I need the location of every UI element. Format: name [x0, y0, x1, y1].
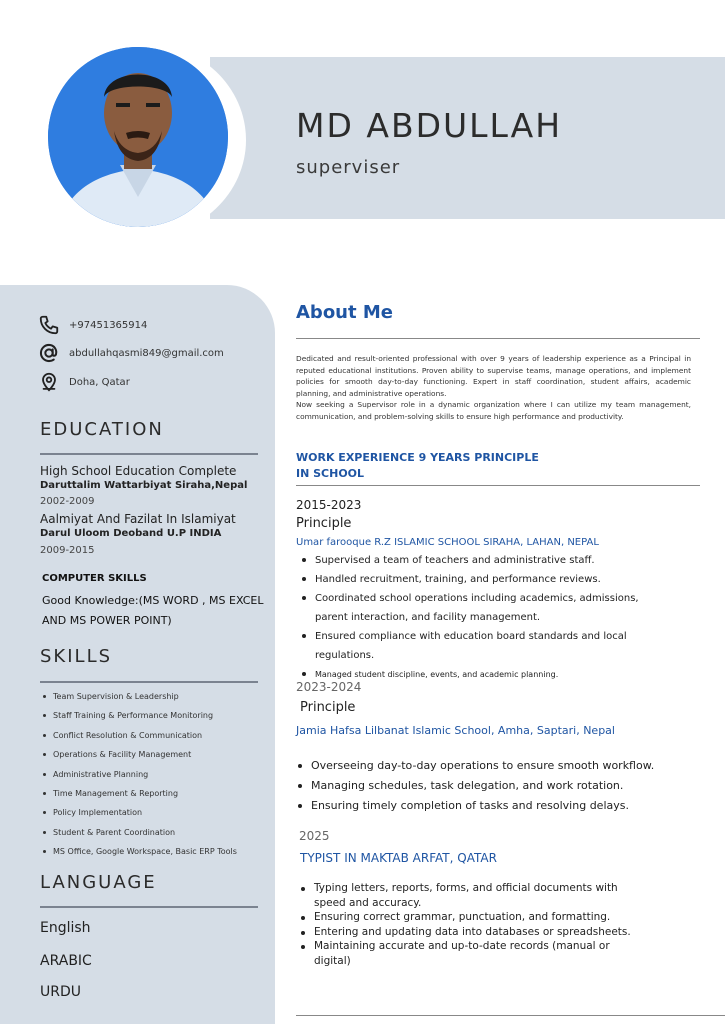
job-bullet: Ensuring timely completion of tasks and resolving delays. [292, 796, 702, 816]
location-pin-icon [38, 371, 60, 393]
about-heading: About Me [296, 302, 393, 323]
language-item: ARABIC [40, 953, 92, 969]
contact-phone [38, 314, 147, 336]
job-bullet: Ensuring correct grammar, punctuation, and formatting. [295, 910, 655, 925]
skill-item: Student & Parent Coordination [40, 828, 237, 847]
about-text [296, 353, 691, 423]
profile-photo [48, 47, 228, 227]
education-years: 2009-2015 [40, 545, 95, 556]
job-bullet: Maintaining accurate and up-to-date records (manual or digital) [295, 939, 640, 968]
education-heading: EDUCATION [40, 419, 164, 440]
skills-heading: SKILLS [40, 646, 113, 667]
skill-item: Policy Implementation [40, 808, 237, 827]
job-organization: Jamia Hafsa Lilbanat Islamic School, Amha, Saptari, Nepal [296, 724, 615, 737]
skills-list [40, 692, 237, 867]
job-bullet: Entering and updating data into databases or spreadsheets. [295, 925, 655, 940]
about-paragraph: Dedicated and result-oriented professional with over 9 years of leadership experience as a Principal in reputed educational institutions. Proven ability to supervise teams, manage operations, and implement policies for smooth day-to-day functioning. Expert in staff coordination, student affairs, academic planning, and administrative operations. [296, 354, 691, 398]
skill-item: Staff Training & Performance Monitoring [40, 711, 237, 730]
skills-divider [40, 681, 258, 683]
job-bullets [292, 756, 702, 816]
contact-location [38, 371, 130, 393]
skill-item: Time Management & Reporting [40, 789, 237, 808]
language-item: URDU [40, 984, 82, 1000]
computer-skills-heading: COMPUTER SKILLS [42, 573, 147, 584]
phone-text: +97451365914 [69, 319, 148, 331]
about-divider [296, 338, 700, 339]
job-role: Principle [296, 516, 352, 531]
about-paragraph: Now seeking a Supervisor role in a dynamic organization where I can utilize my team management, communication, and problem-solving skills to ensure high performance and productivity. [296, 400, 691, 421]
at-sign-icon [38, 342, 60, 364]
job-bullet: Ensured compliance with education board standards and local regulations. [296, 627, 666, 665]
skill-item: Team Supervision & Leadership [40, 692, 237, 711]
job-role: Principle [300, 700, 356, 715]
computer-skills-text: Good Knowledge:(MS WORD , MS EXCEL AND MS POWER POINT) [42, 594, 264, 627]
location-text: Doha, Qatar [69, 376, 130, 388]
job-bullet: Typing letters, reports, forms, and official documents with speed and accuracy. [295, 881, 635, 910]
contact-email [38, 342, 224, 364]
candidate-title: superviser [296, 157, 401, 178]
job-bullet: Managing schedules, task delegation, and work rotation. [292, 776, 702, 796]
email-text: abdullahqasmi849@gmail.com [69, 347, 224, 359]
job-role: TYPIST IN MAKTAB ARFAT, QATAR [300, 851, 497, 865]
education-divider [40, 453, 258, 455]
job-years: 2015-2023 [296, 498, 362, 512]
job-bullet: Supervised a team of teachers and administrative staff. [296, 551, 696, 570]
language-item: English [40, 920, 91, 936]
education-degree: High School Education Complete [40, 464, 237, 478]
skill-item: Administrative Planning [40, 770, 237, 789]
job-bullet: Managed student discipline, events, and academic planning. [296, 665, 696, 684]
job-years: 2025 [299, 829, 330, 843]
bottom-divider [296, 1015, 725, 1016]
education-degree: Aalmiyat And Fazilat In Islamiyat [40, 512, 236, 526]
job-bullet: Handled recruitment, training, and performance reviews. [296, 570, 696, 589]
job-bullets [295, 881, 655, 968]
job-organization: Umar farooque R.Z ISLAMIC SCHOOL SIRAHA, LAHAN, NEPAL [296, 537, 599, 548]
skill-item: MS Office, Google Workspace, Basic ERP Tools [40, 847, 237, 866]
experience-divider [296, 485, 700, 486]
job-bullet: Coordinated school operations including academics, admissions, parent interaction, and facility management. [296, 589, 666, 627]
candidate-name: MD ABDULLAH [296, 106, 563, 145]
job-bullet: Overseeing day-to-day operations to ensure smooth workflow. [292, 756, 702, 776]
experience-heading [296, 450, 539, 482]
job-years: 2023-2024 [296, 680, 362, 694]
job-bullets [296, 551, 696, 684]
language-divider [40, 906, 258, 908]
education-school: Daruttalim Wattarbiyat Siraha,Nepal [40, 480, 248, 491]
education-years: 2002-2009 [40, 496, 95, 507]
experience-heading-line: WORK EXPERIENCE 9 YEARS PRINCIPLE [296, 451, 539, 464]
education-school: Darul Uloom Deoband U.P INDIA [40, 528, 222, 539]
phone-icon [38, 314, 60, 336]
skill-item: Conflict Resolution & Communication [40, 731, 237, 750]
skill-item: Operations & Facility Management [40, 750, 237, 769]
experience-heading-line: IN SCHOOL [296, 467, 365, 480]
language-heading: LANGUAGE [40, 872, 157, 893]
